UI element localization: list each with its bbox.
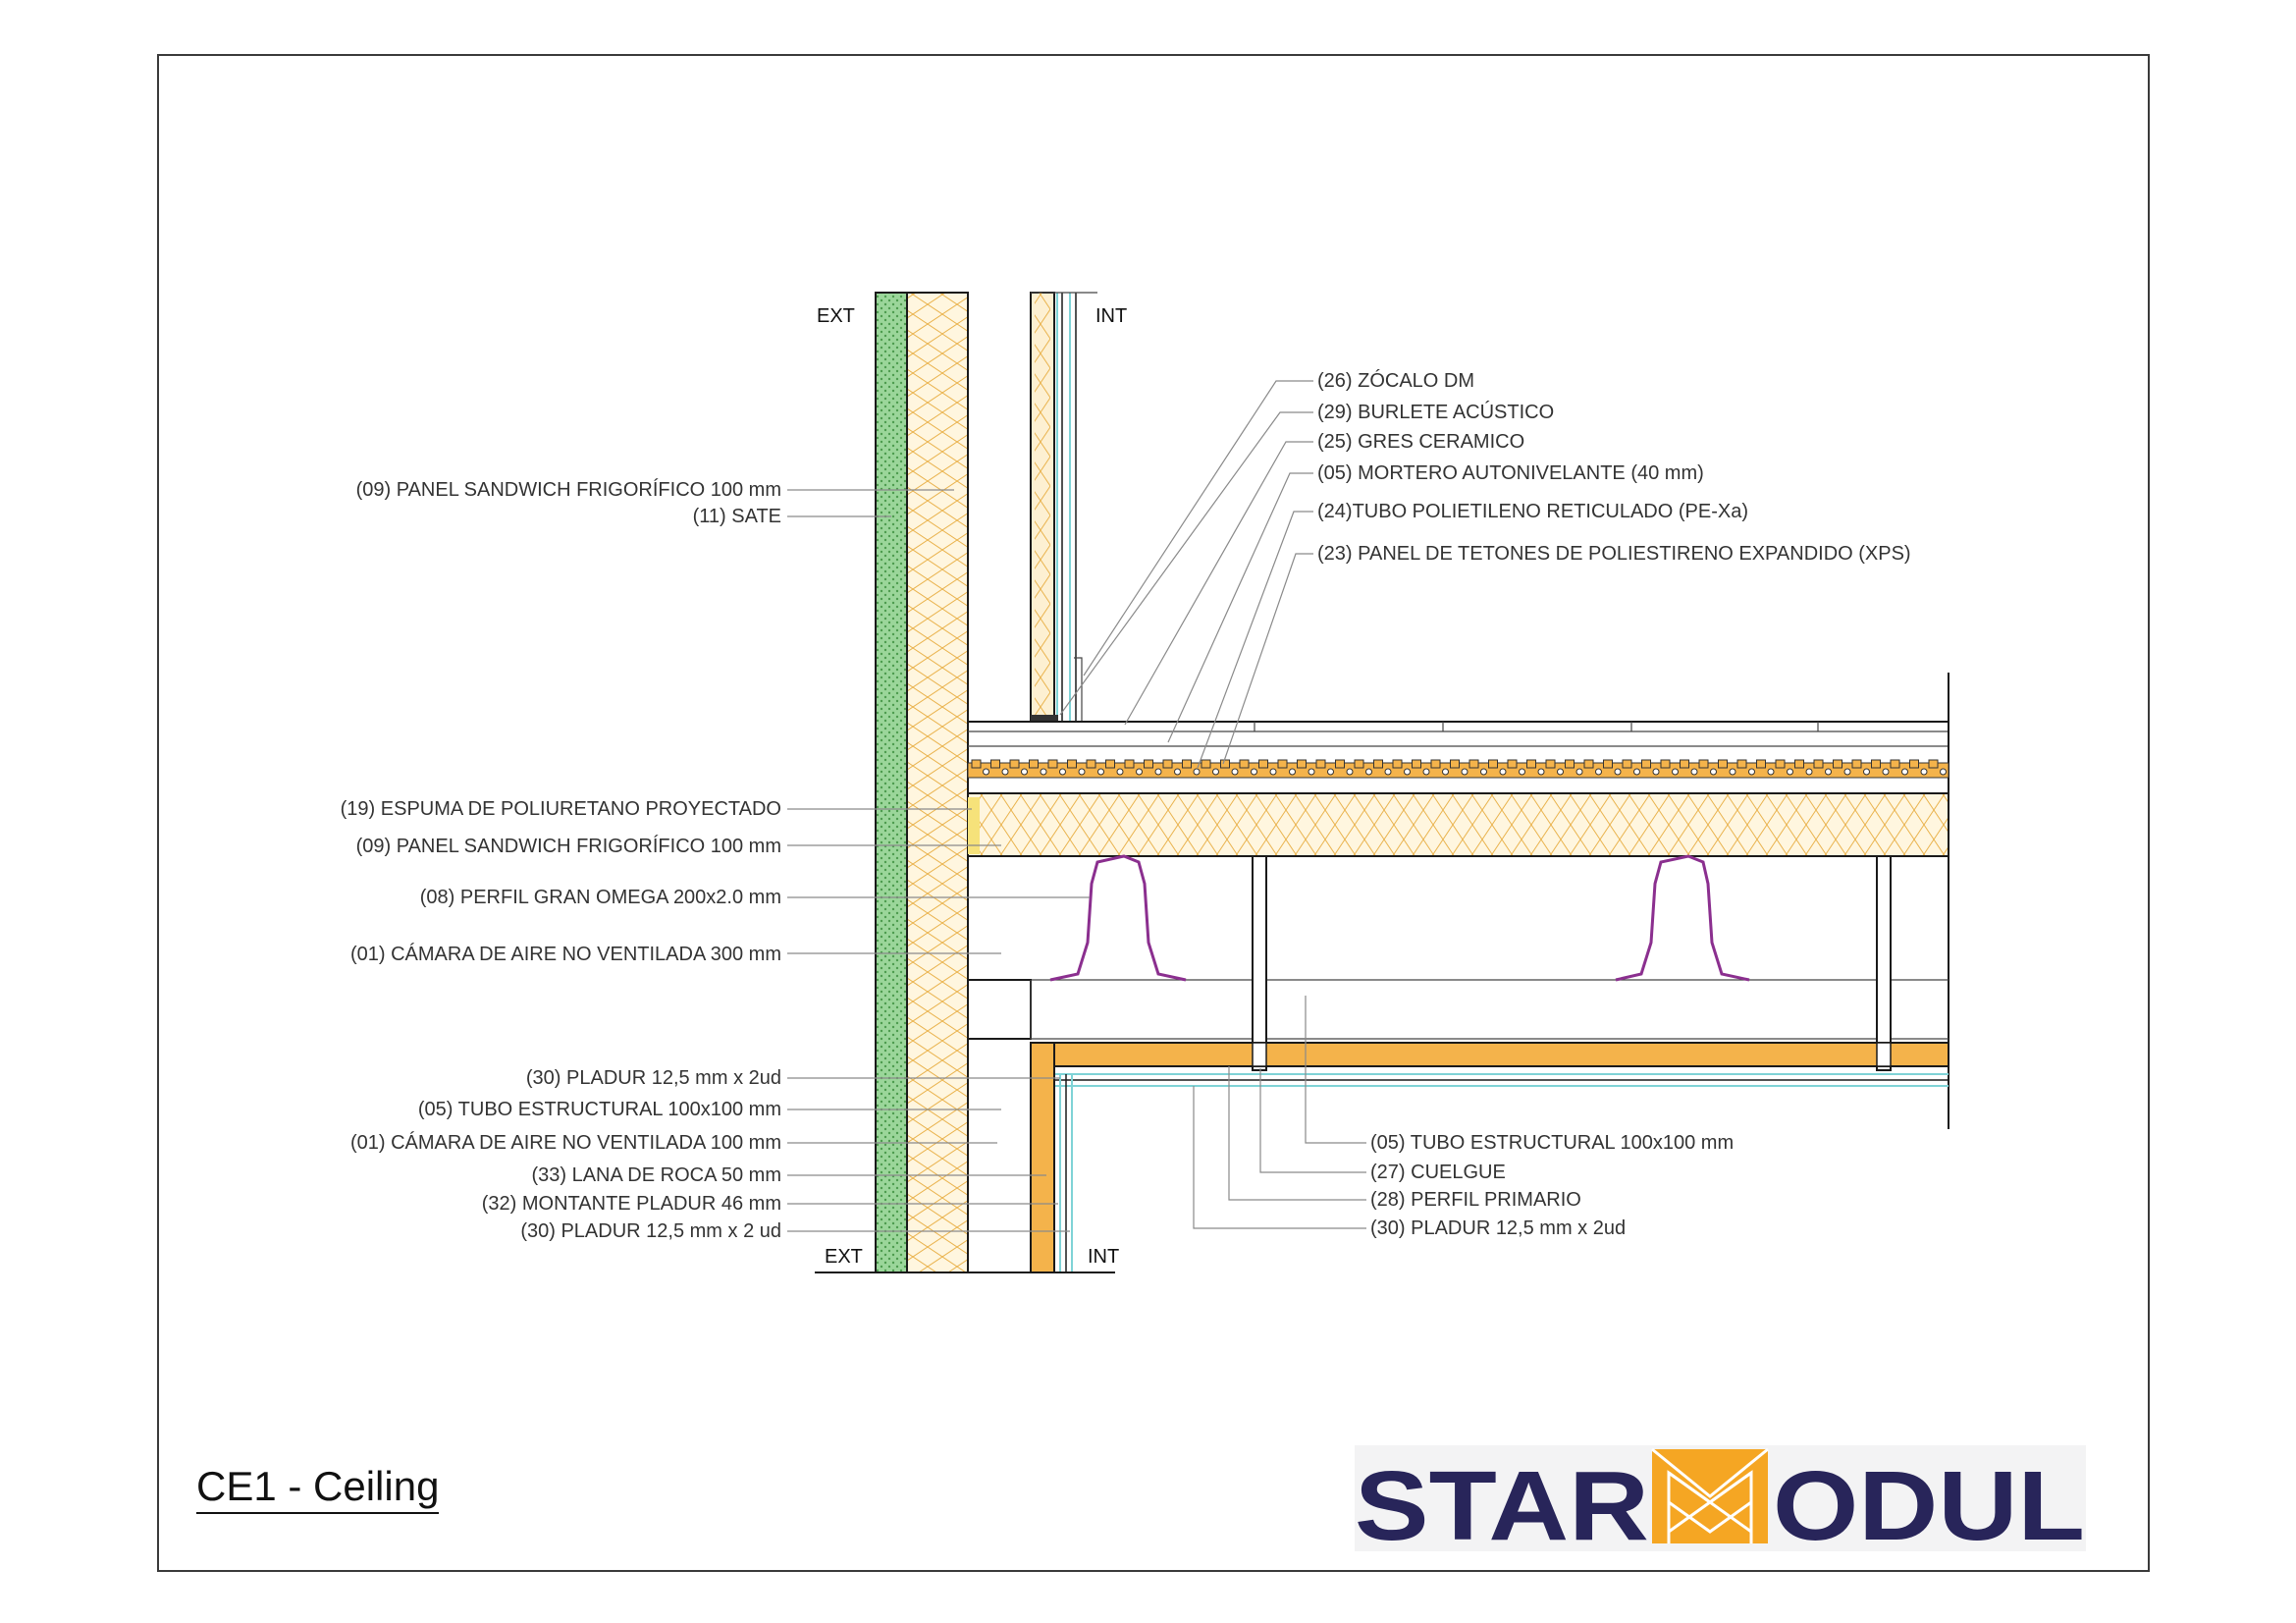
callout-left: (09) PANEL SANDWICH FRIGORÍFICO 100 mm: [355, 836, 781, 857]
callout-top-right: (05) MORTERO AUTONIVELANTE (40 mm): [1317, 462, 1704, 484]
drawing-title: CE1 - Ceiling: [196, 1463, 439, 1514]
callout-bottom-right: (27) CUELGUE: [1370, 1162, 1506, 1183]
callout-top-right: (26) ZÓCALO DM: [1317, 370, 1475, 392]
bottom-right-callouts: [1194, 996, 1734, 1239]
callout-left: (01) CÁMARA DE AIRE NO VENTILADA 300 mm: [349, 944, 781, 965]
pe-xa-tube: [1864, 769, 1870, 775]
pe-xa-tube: [1691, 769, 1697, 775]
callout-left: (30) PLADUR 12,5 mm x 2ud: [525, 1067, 781, 1089]
stud: [1336, 760, 1345, 768]
int-bottom-label: INT: [1088, 1246, 1120, 1268]
stud: [1623, 760, 1631, 768]
stud: [1508, 760, 1517, 768]
callout-left: (33) LANA DE ROCA 50 mm: [531, 1164, 781, 1186]
stud: [1163, 760, 1172, 768]
pe-xa-tube: [1615, 769, 1621, 775]
callout-left: (09) PANEL SANDWICH FRIGORÍFICO 100 mm: [355, 479, 781, 501]
stud: [1106, 760, 1115, 768]
pe-xa-tube: [1385, 769, 1391, 775]
pe-xa-tube: [1481, 769, 1487, 775]
callout-left: (30) PLADUR 12,5 mm x 2 ud: [520, 1220, 781, 1242]
svg-text:STAR: STAR: [1355, 1451, 1649, 1561]
stud: [1278, 760, 1287, 768]
pe-xa-tube: [1443, 769, 1449, 775]
pe-xa-tube: [1558, 769, 1564, 775]
int-top-label: INT: [1095, 305, 1128, 327]
stud: [1469, 760, 1478, 768]
stud: [1374, 760, 1383, 768]
stud: [1355, 760, 1363, 768]
callout-left: (32) MONTANTE PLADUR 46 mm: [481, 1193, 781, 1215]
pe-xa-tube: [1328, 769, 1334, 775]
pe-xa-tube: [1462, 769, 1468, 775]
pe-xa-tube: [1308, 769, 1314, 775]
pe-xa-tube: [984, 769, 989, 775]
pe-xa-tube: [1921, 769, 1927, 775]
stud: [1661, 760, 1670, 768]
stud: [1891, 760, 1899, 768]
callout-left: (05) TUBO ESTRUCTURAL 100x100 mm: [417, 1099, 781, 1120]
pe-xa-tube: [1347, 769, 1353, 775]
pe-xa-tube: [1079, 769, 1085, 775]
omega-profile-right: [1616, 856, 1749, 980]
ext-bottom-label: EXT: [825, 1246, 863, 1268]
stud: [1566, 760, 1575, 768]
pe-xa-tube: [1041, 769, 1046, 775]
stud: [1048, 760, 1057, 768]
stud: [1776, 760, 1785, 768]
pe-xa-tube: [1098, 769, 1104, 775]
stud: [1030, 760, 1039, 768]
stud: [1316, 760, 1325, 768]
stud: [972, 760, 981, 768]
pe-xa-tube: [1538, 769, 1544, 775]
pe-xa-tube: [1902, 769, 1908, 775]
pe-xa-tube: [1423, 769, 1429, 775]
stud: [1489, 760, 1498, 768]
stud: [1183, 760, 1192, 768]
pe-xa-tube: [1711, 769, 1717, 775]
pe-xa-tube: [1194, 769, 1200, 775]
stud: [1795, 760, 1804, 768]
pe-xa-tube: [1252, 769, 1257, 775]
callout-left: (11) SATE: [692, 506, 781, 527]
pe-xa-tube: [1883, 769, 1889, 775]
pe-xa-tube: [1117, 769, 1123, 775]
stud: [1125, 760, 1134, 768]
upper-partition: [1031, 293, 1082, 723]
pe-xa-tube: [1576, 769, 1582, 775]
stud: [1240, 760, 1249, 768]
pe-xa-tube: [1022, 769, 1028, 775]
callout-top-right: (24)TUBO POLIETILENO RETICULADO (PE-Xa): [1317, 501, 1748, 522]
stud: [1929, 760, 1938, 768]
callout-top-right: (29) BURLETE ACÚSTICO: [1317, 402, 1555, 423]
pe-xa-tube: [1232, 769, 1238, 775]
stud: [1719, 760, 1728, 768]
stud: [1852, 760, 1861, 768]
pe-xa-tube: [1788, 769, 1793, 775]
pe-xa-tube: [1270, 769, 1276, 775]
callout-top-right: (23) PANEL DE TETONES DE POLIESTIRENO EXPANDIDO (XPS): [1317, 543, 1911, 565]
callout-top-right: (25) GRES CERAMICO: [1317, 431, 1525, 453]
callout-bottom-right: (28) PERFIL PRIMARIO: [1370, 1189, 1581, 1211]
stud: [1451, 760, 1460, 768]
top-right-callouts: [1060, 369, 1911, 768]
pe-xa-tube: [1405, 769, 1411, 775]
stud: [1584, 760, 1593, 768]
pe-xa-tube: [1500, 769, 1506, 775]
pe-xa-tube: [1366, 769, 1372, 775]
stud: [1546, 760, 1555, 768]
stud: [1737, 760, 1746, 768]
pe-xa-tube: [1290, 769, 1296, 775]
stud: [1201, 760, 1210, 768]
stud: [1757, 760, 1766, 768]
stud: [1431, 760, 1440, 768]
pe-xa-tube: [1137, 769, 1143, 775]
stud: [1393, 760, 1402, 768]
starmodul-logo: [1355, 1445, 2086, 1561]
pe-xa-tube: [1826, 769, 1832, 775]
stud: [1834, 760, 1842, 768]
pe-xa-tube: [1520, 769, 1525, 775]
stud: [1010, 760, 1019, 768]
exterior-wall: [876, 293, 1031, 1272]
pe-xa-tube: [1653, 769, 1659, 775]
ceiling-structure: [968, 856, 1949, 1086]
pe-xa-tube: [1806, 769, 1812, 775]
omega-profile-left: [1050, 856, 1186, 980]
stud: [991, 760, 1000, 768]
stud: [1298, 760, 1307, 768]
callout-left: (19) ESPUMA DE POLIURETANO PROYECTADO: [340, 798, 781, 820]
pe-xa-tube: [1175, 769, 1181, 775]
pe-xa-tube: [1002, 769, 1008, 775]
stud: [1604, 760, 1613, 768]
stud: [1259, 760, 1268, 768]
stud: [1910, 760, 1919, 768]
svg-text:ODUL: ODUL: [1773, 1451, 2085, 1561]
stud: [1221, 760, 1230, 768]
stud: [1681, 760, 1689, 768]
pe-xa-tube: [1673, 769, 1679, 775]
callout-left: (08) PERFIL GRAN OMEGA 200x2.0 mm: [419, 887, 781, 908]
stud: [1699, 760, 1708, 768]
stud: [1527, 760, 1536, 768]
pe-xa-tube: [1060, 769, 1066, 775]
pe-xa-tube: [1155, 769, 1161, 775]
pe-xa-tube: [1844, 769, 1850, 775]
stud: [1068, 760, 1077, 768]
stud: [1872, 760, 1881, 768]
pe-xa-tube: [1749, 769, 1755, 775]
left-callouts: [341, 478, 1090, 1242]
stud: [1087, 760, 1095, 768]
ext-top-label: EXT: [817, 305, 855, 327]
stud: [1814, 760, 1823, 768]
pe-xa-tube: [1213, 769, 1219, 775]
pe-xa-tube: [1634, 769, 1640, 775]
callout-bottom-right: (05) TUBO ESTRUCTURAL 100x100 mm: [1370, 1132, 1735, 1154]
pe-xa-tube: [1768, 769, 1774, 775]
stud: [1145, 760, 1153, 768]
stud: [1413, 760, 1421, 768]
stud: [1642, 760, 1651, 768]
pe-xa-tube: [1596, 769, 1602, 775]
pe-xa-tube: [1730, 769, 1735, 775]
callout-left: (01) CÁMARA DE AIRE NO VENTILADA 100 mm: [349, 1132, 781, 1154]
callout-bottom-right: (30) PLADUR 12,5 mm x 2ud: [1370, 1217, 1627, 1239]
pe-xa-tube: [1941, 769, 1947, 775]
